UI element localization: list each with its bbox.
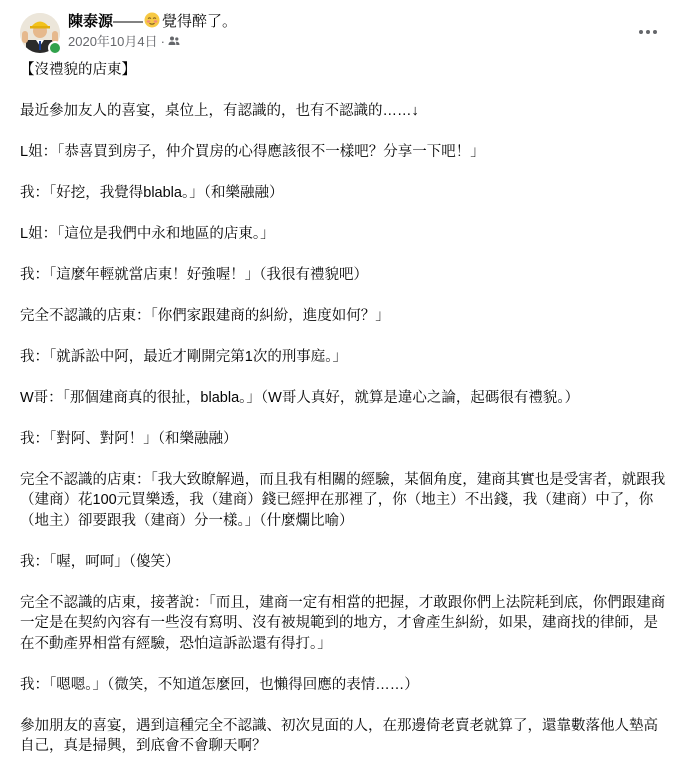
post-paragraph: 參加朋友的喜宴，遇到這種完全不認識、初次見面的人，在那邊倚老賣老就算了，還靠數落他人墊高自己，真是掃興，到底會不會聊天啊？ [20, 717, 658, 755]
post-paragraph: W哥：「那個建商真的很扯，blabla。」（W哥人真好，就算是違心之論，起碼很有禮貌。） [20, 390, 580, 406]
post-header [0, 0, 693, 60]
post-paragraph: 我：「這麼年輕就當店東！好強喔！」（我很有禮貌吧） [20, 267, 368, 283]
post-date[interactable]: 2020年10月4日 [68, 34, 158, 49]
post-paragraph: L姐：「這位是我們中永和地區的店東。」 [20, 226, 275, 242]
post-paragraph: 我：「喔，呵呵」（傻笑） [20, 553, 180, 570]
online-status-dot [48, 41, 62, 55]
post-paragraph: 完全不認識的店東：「我大致瞭解過，而且我有相關的經驗，某個角度，建商其實也是受害者，就跟我（建商）花100元買樂透，我（建商）錢已經押在那裡了，你（地主）不出錢，我（建商）中了，你（地主）卻要跟我（建商）分一樣。」（什麼爛比喻） [20, 472, 666, 529]
post-paragraph: 最近參加友人的喜宴，桌位上，有認識的，也有不認識的……↓ [20, 103, 419, 119]
post-paragraph: L姐：「恭喜買到房子，仲介買房的心得應該很不一樣吧？分享一下吧！」 [20, 144, 485, 160]
more-options-button[interactable] [630, 14, 666, 50]
post-meta [68, 34, 180, 50]
post-paragraph: 完全不認識的店東：「你們家跟建商的糾紛，進度如何？」 [20, 308, 390, 324]
ellipsis-icon [638, 29, 658, 35]
post-paragraph: 我：「好挖，我覺得blabla。」（和樂融融） [20, 185, 284, 201]
post-paragraph: 【沒禮貌的店東】 [20, 62, 136, 78]
post-body [20, 60, 672, 777]
post-paragraph: 我：「嗯嗯。」（微笑，不知道怎麼回，也懶得回應的表情……） [20, 676, 419, 693]
meta-separator: · [160, 34, 165, 49]
friends-icon[interactable] [168, 35, 180, 47]
post-paragraph: 完全不認識的店東，接著說：「而且，建商一定有相當的把握，才敢跟你們上法院耗到底，你們跟建商一定是在契約內容有一些沒有寫明、沒有被規範到的地方，才會產生糾紛，如果，建商找的律師，是在不動產界相當有經驗，恐怕這訴訟還有得打。」 [20, 594, 666, 652]
feeling-text: 覺得醉了。 [162, 13, 238, 30]
feeling-prefix: —— [113, 13, 144, 30]
post-paragraph: 我：「就訴訟中阿，最近才剛開完第1次的刑事庭。」 [20, 349, 348, 365]
drunk-face-emoji-icon [144, 12, 160, 28]
post-paragraph: 我：「對阿、對阿！」（和樂融融） [20, 431, 238, 447]
post-title-line [68, 12, 237, 32]
author-name[interactable]: 陳泰源 [68, 13, 114, 30]
